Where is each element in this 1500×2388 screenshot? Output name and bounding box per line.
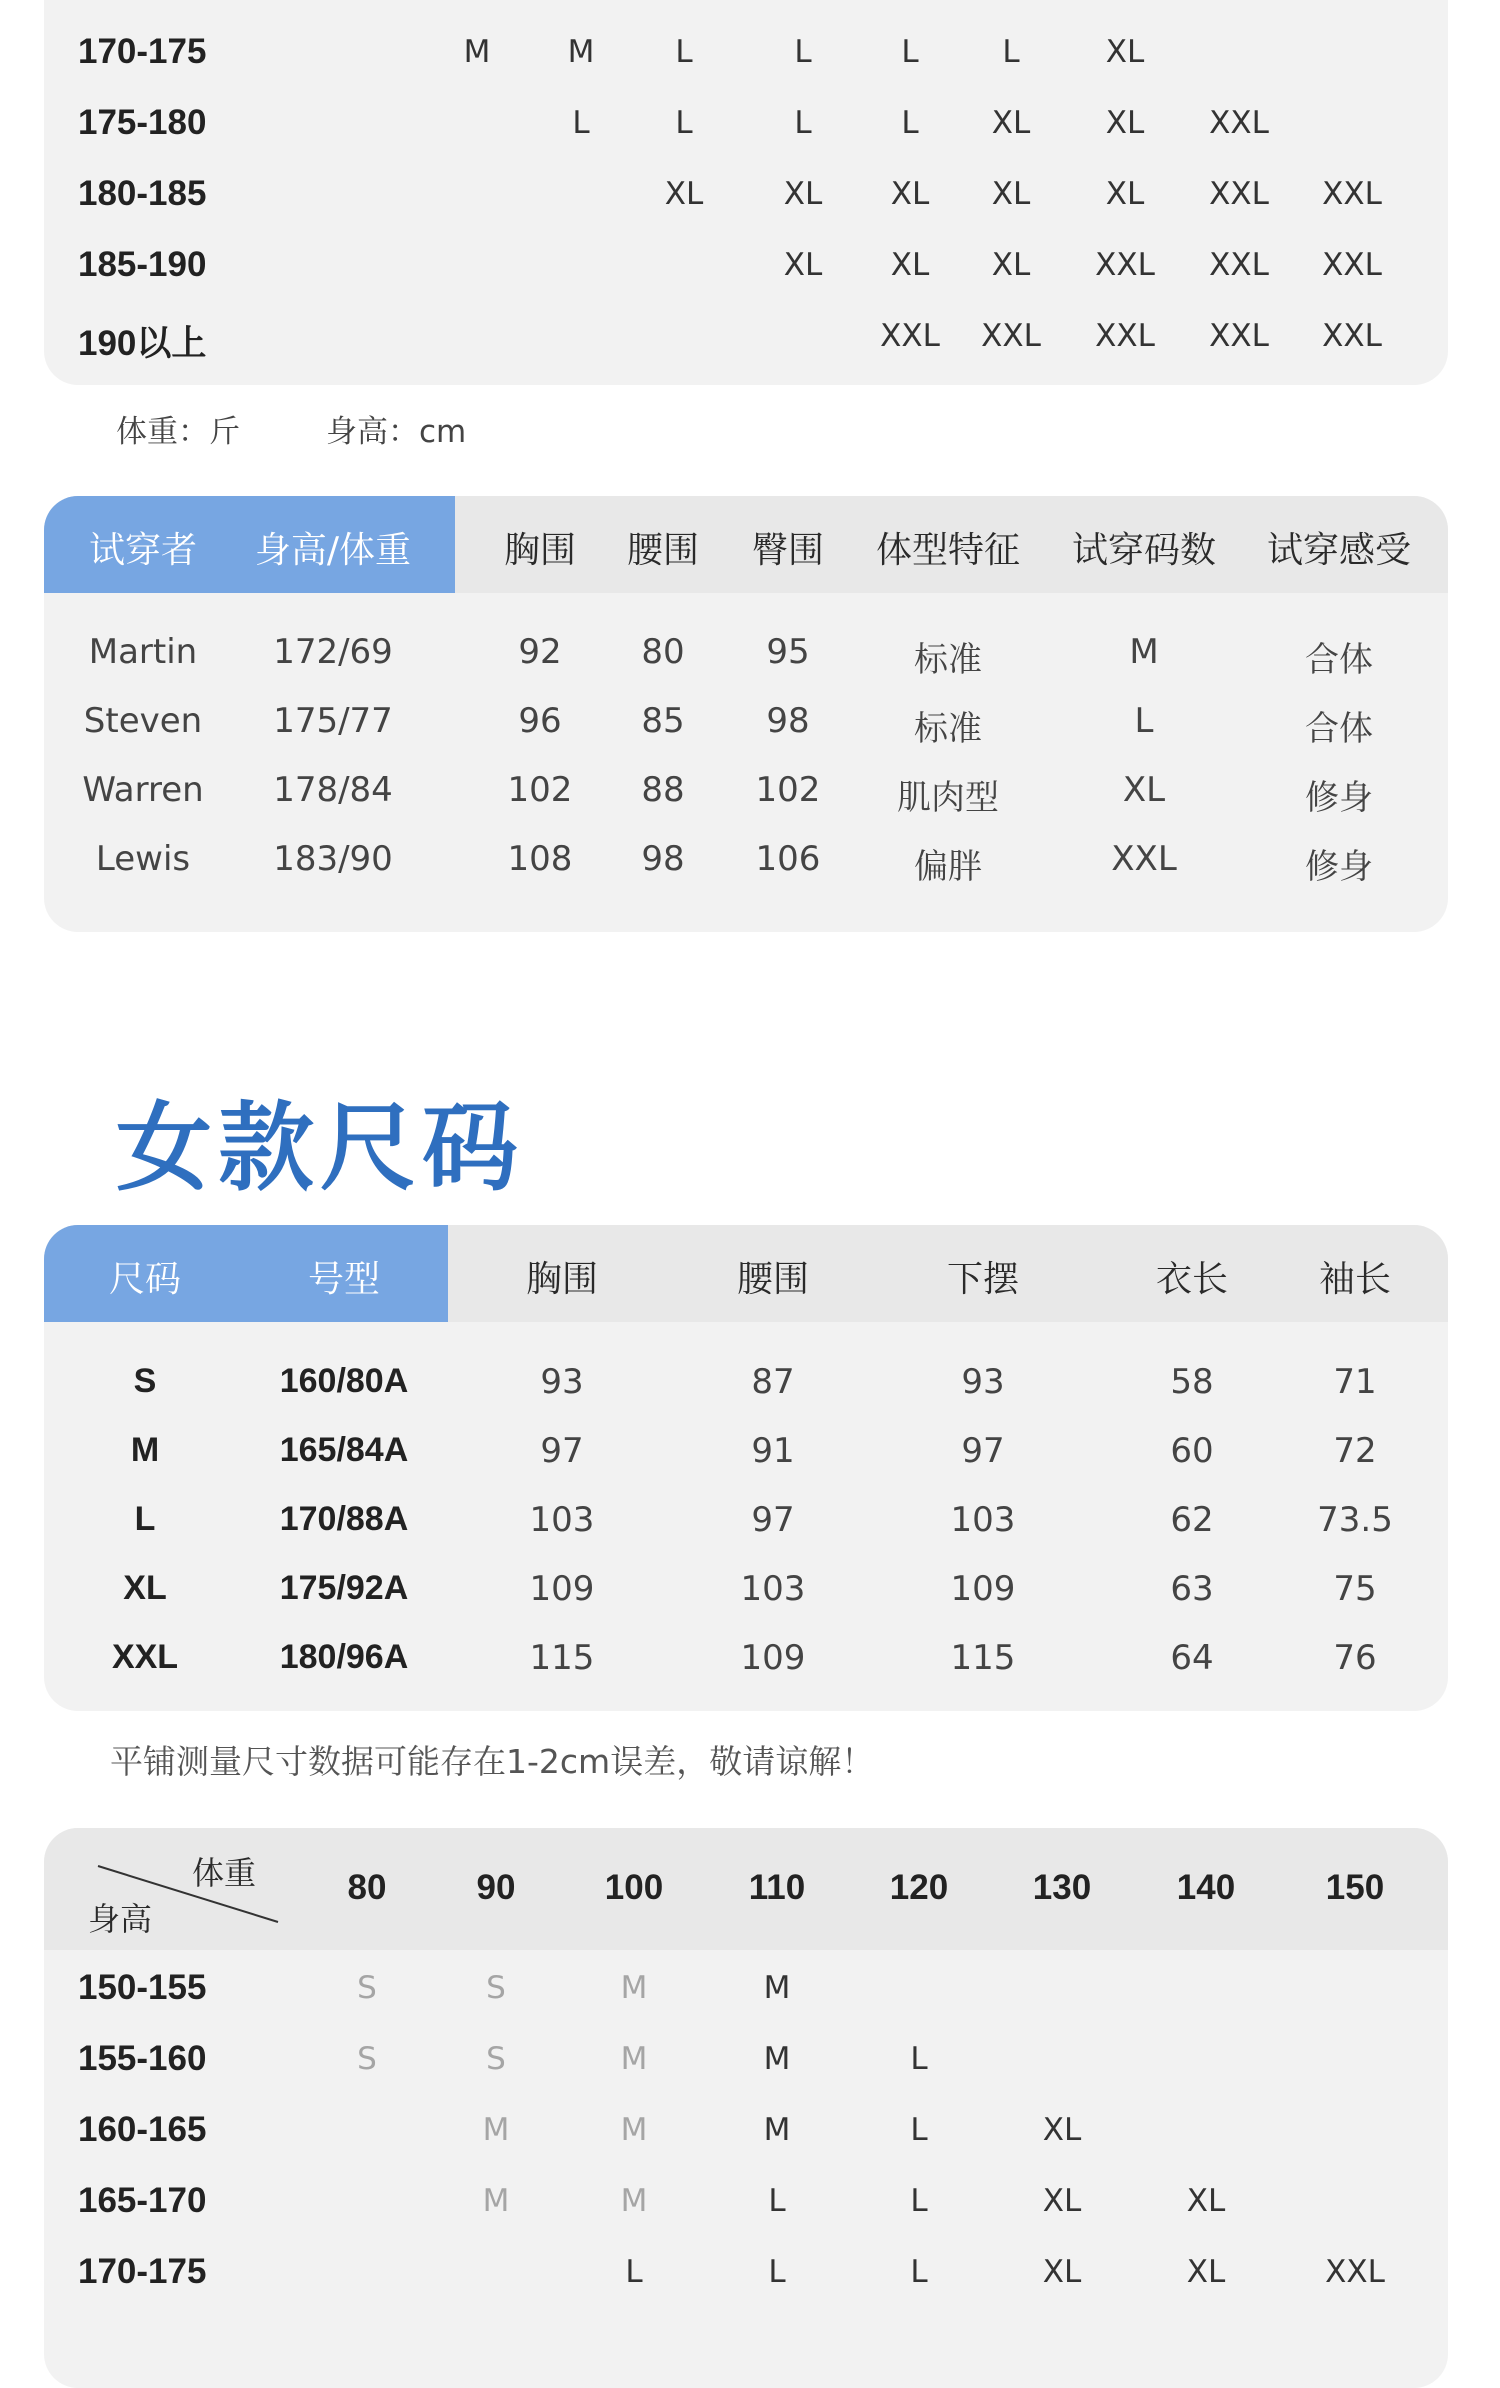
women-size-cell: M [482, 2112, 510, 2148]
women-size-cell: S [486, 1970, 506, 2006]
women-size-cell: 97 [751, 1500, 795, 1540]
women-size-cell: 115 [950, 1638, 1016, 1678]
fitting-cell: 偏胖 [914, 847, 982, 887]
women-size-cell: 160/80A [279, 1362, 409, 1400]
men-size-cell: XL [890, 176, 930, 212]
fitting-cell: 96 [518, 701, 562, 741]
men-size-cell: XXL [1209, 318, 1269, 354]
men-size-cell: XL [1105, 105, 1145, 141]
fitting-cell: L [1134, 701, 1154, 741]
women-size-cell: 109 [740, 1638, 806, 1678]
women-size-cell: L [134, 1500, 156, 1538]
women-size-cell: 64 [1170, 1638, 1214, 1678]
women-size-cell: 115 [529, 1638, 595, 1678]
corner-height-label: 身高 [88, 1900, 153, 1938]
women-size-column-header: 袖长 [1318, 1259, 1392, 1300]
women-size-cell: 72 [1333, 1431, 1377, 1471]
fitting-cell: 修身 [1305, 778, 1373, 818]
fitting-column-header: 腰围 [626, 530, 700, 571]
women-size-cell: S [486, 2041, 506, 2077]
fitting-cell: 106 [755, 839, 821, 879]
fitting-column-header: 试穿者 [88, 530, 198, 571]
women-size-cell: M [620, 2112, 648, 2148]
fitting-cell: 98 [766, 701, 810, 741]
weight-column-header: 140 [1176, 1868, 1236, 1907]
men-size-cell: XXL [1095, 318, 1155, 354]
men-size-cell: XXL [880, 318, 940, 354]
men-size-cell: L [675, 34, 693, 70]
men-size-cell: M [463, 34, 491, 70]
women-size-cell: L [768, 2183, 786, 2219]
women-size-cell: 63 [1170, 1569, 1214, 1609]
fitting-cell: 标准 [914, 709, 982, 749]
women-size-cell: 165/84A [279, 1431, 409, 1469]
weight-column-header: 150 [1325, 1868, 1385, 1907]
women-size-cell: 97 [540, 1431, 584, 1471]
fitting-cell: 92 [518, 632, 562, 672]
women-size-cell: XL [123, 1569, 167, 1607]
women-height-label: 170-175 [78, 2252, 207, 2291]
women-size-cell: 109 [950, 1569, 1016, 1609]
women-height-label: 160-165 [78, 2110, 207, 2149]
men-size-cell: XXL [1322, 318, 1382, 354]
women-size-chart-panel [44, 1828, 1448, 2388]
men-size-cell: L [572, 105, 590, 141]
weight-column-header: 110 [748, 1868, 806, 1907]
men-size-cell: XXL [1322, 176, 1382, 212]
women-size-header-highlight [44, 1225, 448, 1322]
women-size-cell: S [357, 1970, 377, 2006]
fitting-cell: Steven [83, 701, 203, 741]
men-size-cell: XXL [1322, 247, 1382, 283]
women-size-column-header: 号型 [307, 1259, 381, 1300]
women-size-cell: 91 [751, 1431, 795, 1471]
women-size-cell: 175/92A [279, 1569, 409, 1607]
weight-column-header: 90 [476, 1868, 516, 1907]
women-size-cell: L [910, 2112, 928, 2148]
men-size-cell: L [901, 105, 919, 141]
fitting-cell: 合体 [1305, 709, 1373, 749]
fitting-cell: 178/84 [273, 770, 393, 810]
women-size-cell: L [910, 2041, 928, 2077]
weight-column-header: 80 [347, 1868, 387, 1907]
women-size-cell: S [357, 2041, 377, 2077]
women-size-cell: 93 [961, 1362, 1005, 1402]
fitting-cell: 合体 [1305, 640, 1373, 680]
men-height-label: 190以上 [78, 324, 207, 363]
men-size-cell: XL [664, 176, 704, 212]
men-size-cell: L [1002, 34, 1020, 70]
fitting-column-header: 试穿感受 [1266, 530, 1412, 571]
women-size-cell: 73.5 [1317, 1500, 1393, 1540]
women-height-label: 165-170 [78, 2181, 207, 2220]
fitting-cell: M [1129, 632, 1159, 672]
men-size-cell: XL [783, 247, 823, 283]
fitting-cell: Martin [88, 632, 198, 672]
women-size-cell: XXL [1325, 2254, 1385, 2290]
men-size-cell: XL [991, 247, 1031, 283]
corner-diagonal-line [44, 1828, 304, 1950]
men-size-cell: XXL [1095, 247, 1155, 283]
fitting-cell: 88 [641, 770, 685, 810]
fitting-column-header: 体型特征 [875, 530, 1021, 571]
women-size-cell: 62 [1170, 1500, 1214, 1540]
fitting-cell: Warren [82, 770, 204, 810]
fitting-cell: 修身 [1305, 847, 1373, 887]
women-size-cell: M [482, 2183, 510, 2219]
women-size-cell: XL [1042, 2254, 1082, 2290]
height-unit-note: 身高：cm [326, 414, 467, 450]
weight-column-header: 100 [604, 1868, 664, 1907]
men-size-cell: L [901, 34, 919, 70]
women-size-cell: 60 [1170, 1431, 1214, 1471]
women-size-cell: M [620, 2041, 648, 2077]
women-size-cell: 103 [529, 1500, 595, 1540]
women-size-column-header: 衣长 [1155, 1259, 1229, 1300]
fitting-cell: 80 [641, 632, 685, 672]
women-size-cell: L [910, 2183, 928, 2219]
women-height-label: 155-160 [78, 2039, 207, 2078]
fitting-column-header: 胸围 [503, 530, 577, 571]
women-size-cell: XL [1042, 2112, 1082, 2148]
women-size-cell: S [133, 1362, 157, 1400]
measurement-note: 平铺测量尺寸数据可能存在1-2cm误差，敬请谅解！ [110, 1742, 875, 1781]
men-height-label: 185-190 [78, 245, 207, 284]
corner-weight-label: 体重 [192, 1854, 257, 1892]
women-size-cell: 76 [1333, 1638, 1377, 1678]
fitting-cell: XXL [1111, 839, 1177, 879]
fitting-cell: 108 [507, 839, 573, 879]
women-size-cell: XL [1042, 2183, 1082, 2219]
men-size-cell: M [567, 34, 595, 70]
women-size-cell: M [130, 1431, 160, 1469]
men-size-cell: L [794, 34, 812, 70]
women-size-cell: M [763, 1970, 791, 2006]
men-size-cell: XL [783, 176, 823, 212]
women-size-table [44, 1225, 1448, 1711]
fitting-cell: 183/90 [273, 839, 393, 879]
fitting-column-header: 身高/体重 [254, 530, 412, 571]
women-size-cell: XL [1186, 2183, 1226, 2219]
men-size-cell: XXL [1209, 247, 1269, 283]
fitting-cell: 175/77 [273, 701, 393, 741]
weight-column-header: 120 [889, 1868, 949, 1907]
men-size-cell: XXL [981, 318, 1041, 354]
weight-unit-note: 体重：斤 [116, 414, 240, 450]
women-size-cell: 71 [1333, 1362, 1377, 1402]
fitting-cell: 102 [755, 770, 821, 810]
weight-column-header: 130 [1032, 1868, 1092, 1907]
men-size-cell: XL [991, 105, 1031, 141]
women-size-column-header: 下摆 [946, 1259, 1020, 1300]
fitting-cell: 172/69 [273, 632, 393, 672]
women-size-cell: M [620, 2183, 648, 2219]
men-size-cell: L [794, 105, 812, 141]
women-size-cell: 180/96A [279, 1638, 409, 1676]
men-size-cell: XL [991, 176, 1031, 212]
men-size-cell: XXL [1209, 105, 1269, 141]
men-size-cell: XL [890, 247, 930, 283]
fitting-column-header: 臀围 [751, 530, 825, 571]
women-size-cell: 93 [540, 1362, 584, 1402]
fitting-table [44, 496, 1448, 932]
women-size-cell: 58 [1170, 1362, 1214, 1402]
women-size-cell: 97 [961, 1431, 1005, 1471]
men-height-label: 180-185 [78, 174, 207, 213]
women-size-cell: 75 [1333, 1569, 1377, 1609]
women-size-cell: L [625, 2254, 643, 2290]
women-size-cell: L [768, 2254, 786, 2290]
fitting-cell: 102 [507, 770, 573, 810]
fitting-cell: XL [1122, 770, 1166, 810]
women-size-cell: L [910, 2254, 928, 2290]
men-height-label: 175-180 [78, 103, 207, 142]
women-height-label: 150-155 [78, 1968, 207, 2007]
fitting-cell: 85 [641, 701, 685, 741]
women-size-cell: XXL [111, 1638, 179, 1676]
fitting-cell: 标准 [914, 640, 982, 680]
fitting-cell: Lewis [95, 839, 191, 879]
women-size-column-header: 尺码 [108, 1259, 182, 1300]
women-size-cell: M [620, 1970, 648, 2006]
women-size-cell: M [763, 2112, 791, 2148]
women-size-cell: 109 [529, 1569, 595, 1609]
women-size-cell: 103 [740, 1569, 806, 1609]
fitting-cell: 98 [641, 839, 685, 879]
women-size-cell: 87 [751, 1362, 795, 1402]
men-size-cell: XL [1105, 176, 1145, 212]
women-size-column-header: 胸围 [525, 1259, 599, 1300]
men-height-label: 170-175 [78, 32, 207, 71]
women-size-cell: XL [1186, 2254, 1226, 2290]
men-size-cell: XXL [1209, 176, 1269, 212]
fitting-column-header: 试穿码数 [1071, 530, 1217, 571]
women-size-title: 女款尺码 [116, 1092, 524, 1204]
women-size-column-header: 腰围 [736, 1259, 810, 1300]
men-size-cell: XL [1105, 34, 1145, 70]
fitting-cell: 肌肉型 [897, 778, 999, 818]
women-size-cell: 103 [950, 1500, 1016, 1540]
fitting-cell: 95 [766, 632, 810, 672]
women-size-cell: 170/88A [279, 1500, 409, 1538]
men-size-cell: L [675, 105, 693, 141]
women-size-cell: M [763, 2041, 791, 2077]
